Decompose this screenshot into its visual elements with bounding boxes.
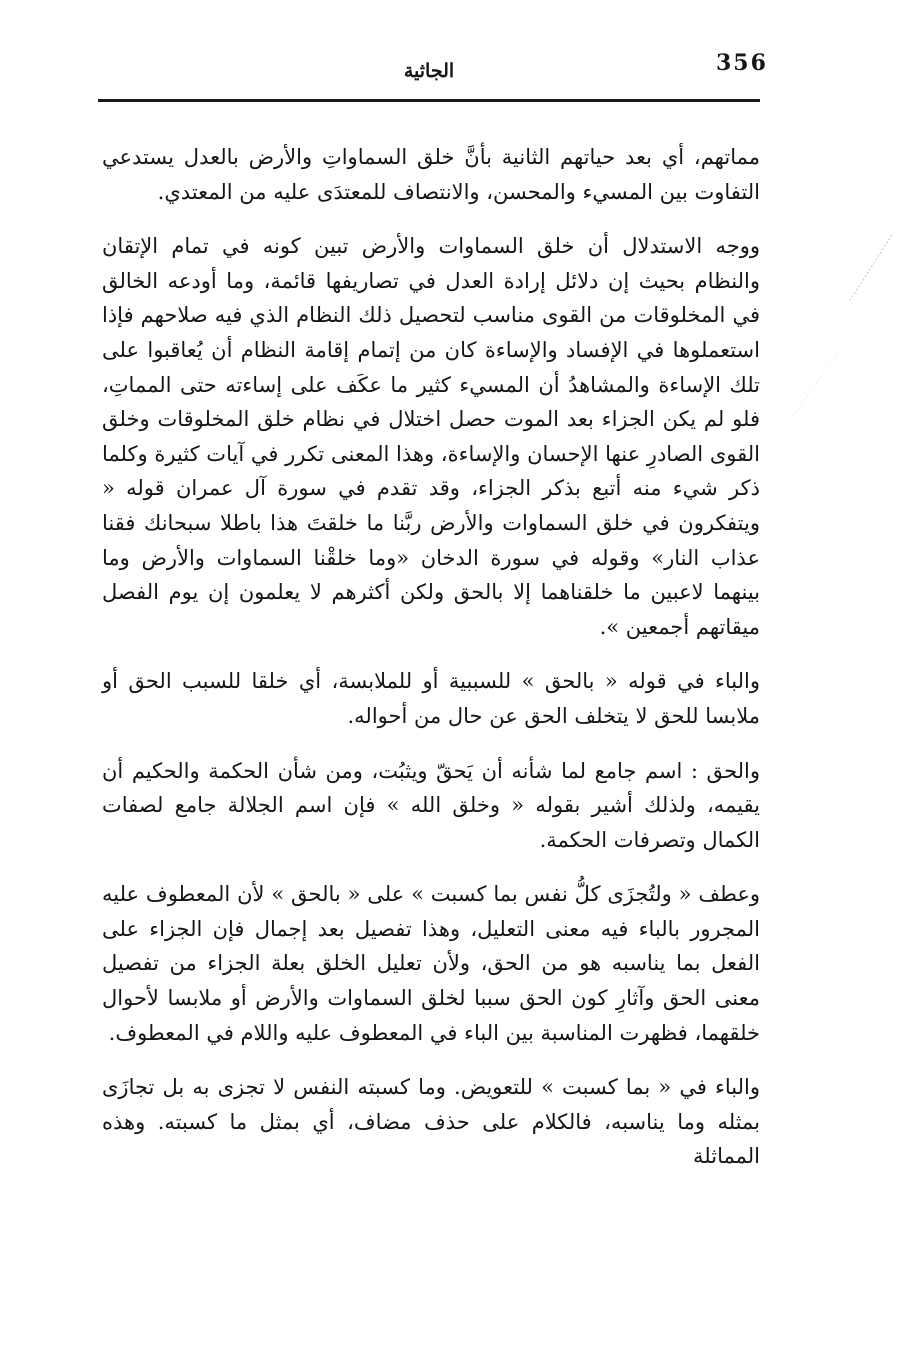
chapter-title: الجاثية [403, 60, 455, 82]
header-divider [98, 99, 760, 102]
paragraph-5: وعطف « ولتُجزَى كلُّ نفس بما كسبت » على « بالحق » لأن المعطوف عليه المجرور بالباء فيه معنى التعليل، وهذا تفصيل بعد إجمال فإن الجزاء على الفعل بما يناسبه هو من الحق، ولأن تعليل الخلق بعلة الجزاء من تفصيل معنى الحق وآثارِ كون الحق سببا لخلق السماوات والأرض أو ملابسا لأحوال خلقهما، فظهرت المناسبة بين الباء في المعطوف عليه واللام في المعطوف. [102, 882, 760, 1045]
page-header [98, 48, 768, 100]
body-text [102, 140, 760, 1174]
paragraph-1: مماتهم، أي بعد حياتهم الثانية بأنَّ خلق السماواتِ والأرض بالعدل يستدعي التفاوت بين المسيء والمحسن، والانتصاف للمعتدَى عليه من المعتدي. [102, 145, 760, 204]
page-number: 356 [716, 50, 768, 76]
paragraph-3: والباء في قوله « بالحق » للسببية أو للملابسة، أي خلقا للسبب الحق أو ملابسا للحق لا يتخلف الحق عن حال من أحواله. [102, 669, 760, 728]
paragraph-6: والباء في « بما كسبت » للتعويض. وما كسبته النفس لا تجزى به بل تجازَى بمثله وما يناسبه، فالكلام على حذف مضاف، أي بمثل ما كسبته. وهذه المماثلة [102, 1075, 760, 1169]
paragraph-2: ووجه الاستدلال أن خلق السماوات والأرض تبين كونه في تمام الإتقان والنظام بحيث إن دلائل إرادة العدل في تصاريفها قائمة، وما أودعه الخالق في المخلوقات من القوى مناسب لتحصيل ذلك النظام الذي فيه صلاحهم فإذا استعملوها في الإفساد والإساءة كان من إتمام إقامة النظام أن يُعاقبوا على تلك الإساءة والمشاهدُ أن المسيء كثير ما عكَف على إساءته حتى المماتِ، فلو لم يكن الجزاء بعد الموت حصل اختلال في نظام خلق المخلوقات وخلق القوى الصادرِ عنها الإحسان والإساءة، وهذا المعنى تكرر في آيات كثيرة وكلما ذكر شيء منه أتبع بذكر الجزاء، وقد تقدم في سورة آل عمران قوله « ويتفكرون في خلق السماوات والأرض ربَّنا ما خلقتَ هذا باطلا سبحانك فقنا عذاب النار» وقوله في سورة الدخان «وما خلقْنا السماوات والأرض وما بينهما لاعبين ما خلقناهما إلا بالحق ولكن أكثرهم لا يعلمون إن يوم الفصل ميقاتهم أجمعين ». [102, 234, 760, 639]
margin-pencil-mark [780, 230, 900, 430]
paragraph-4: والحق : اسم جامع لما شأنه أن يَحقّ ويثبُت، ومن شأن الحكمة والحكيم أن يقيمه، ولذلك أشير بقوله « وخلق الله » فإن اسم الجلالة جامع لصفات الكمال وتصرفات الحكمة. [102, 758, 760, 852]
